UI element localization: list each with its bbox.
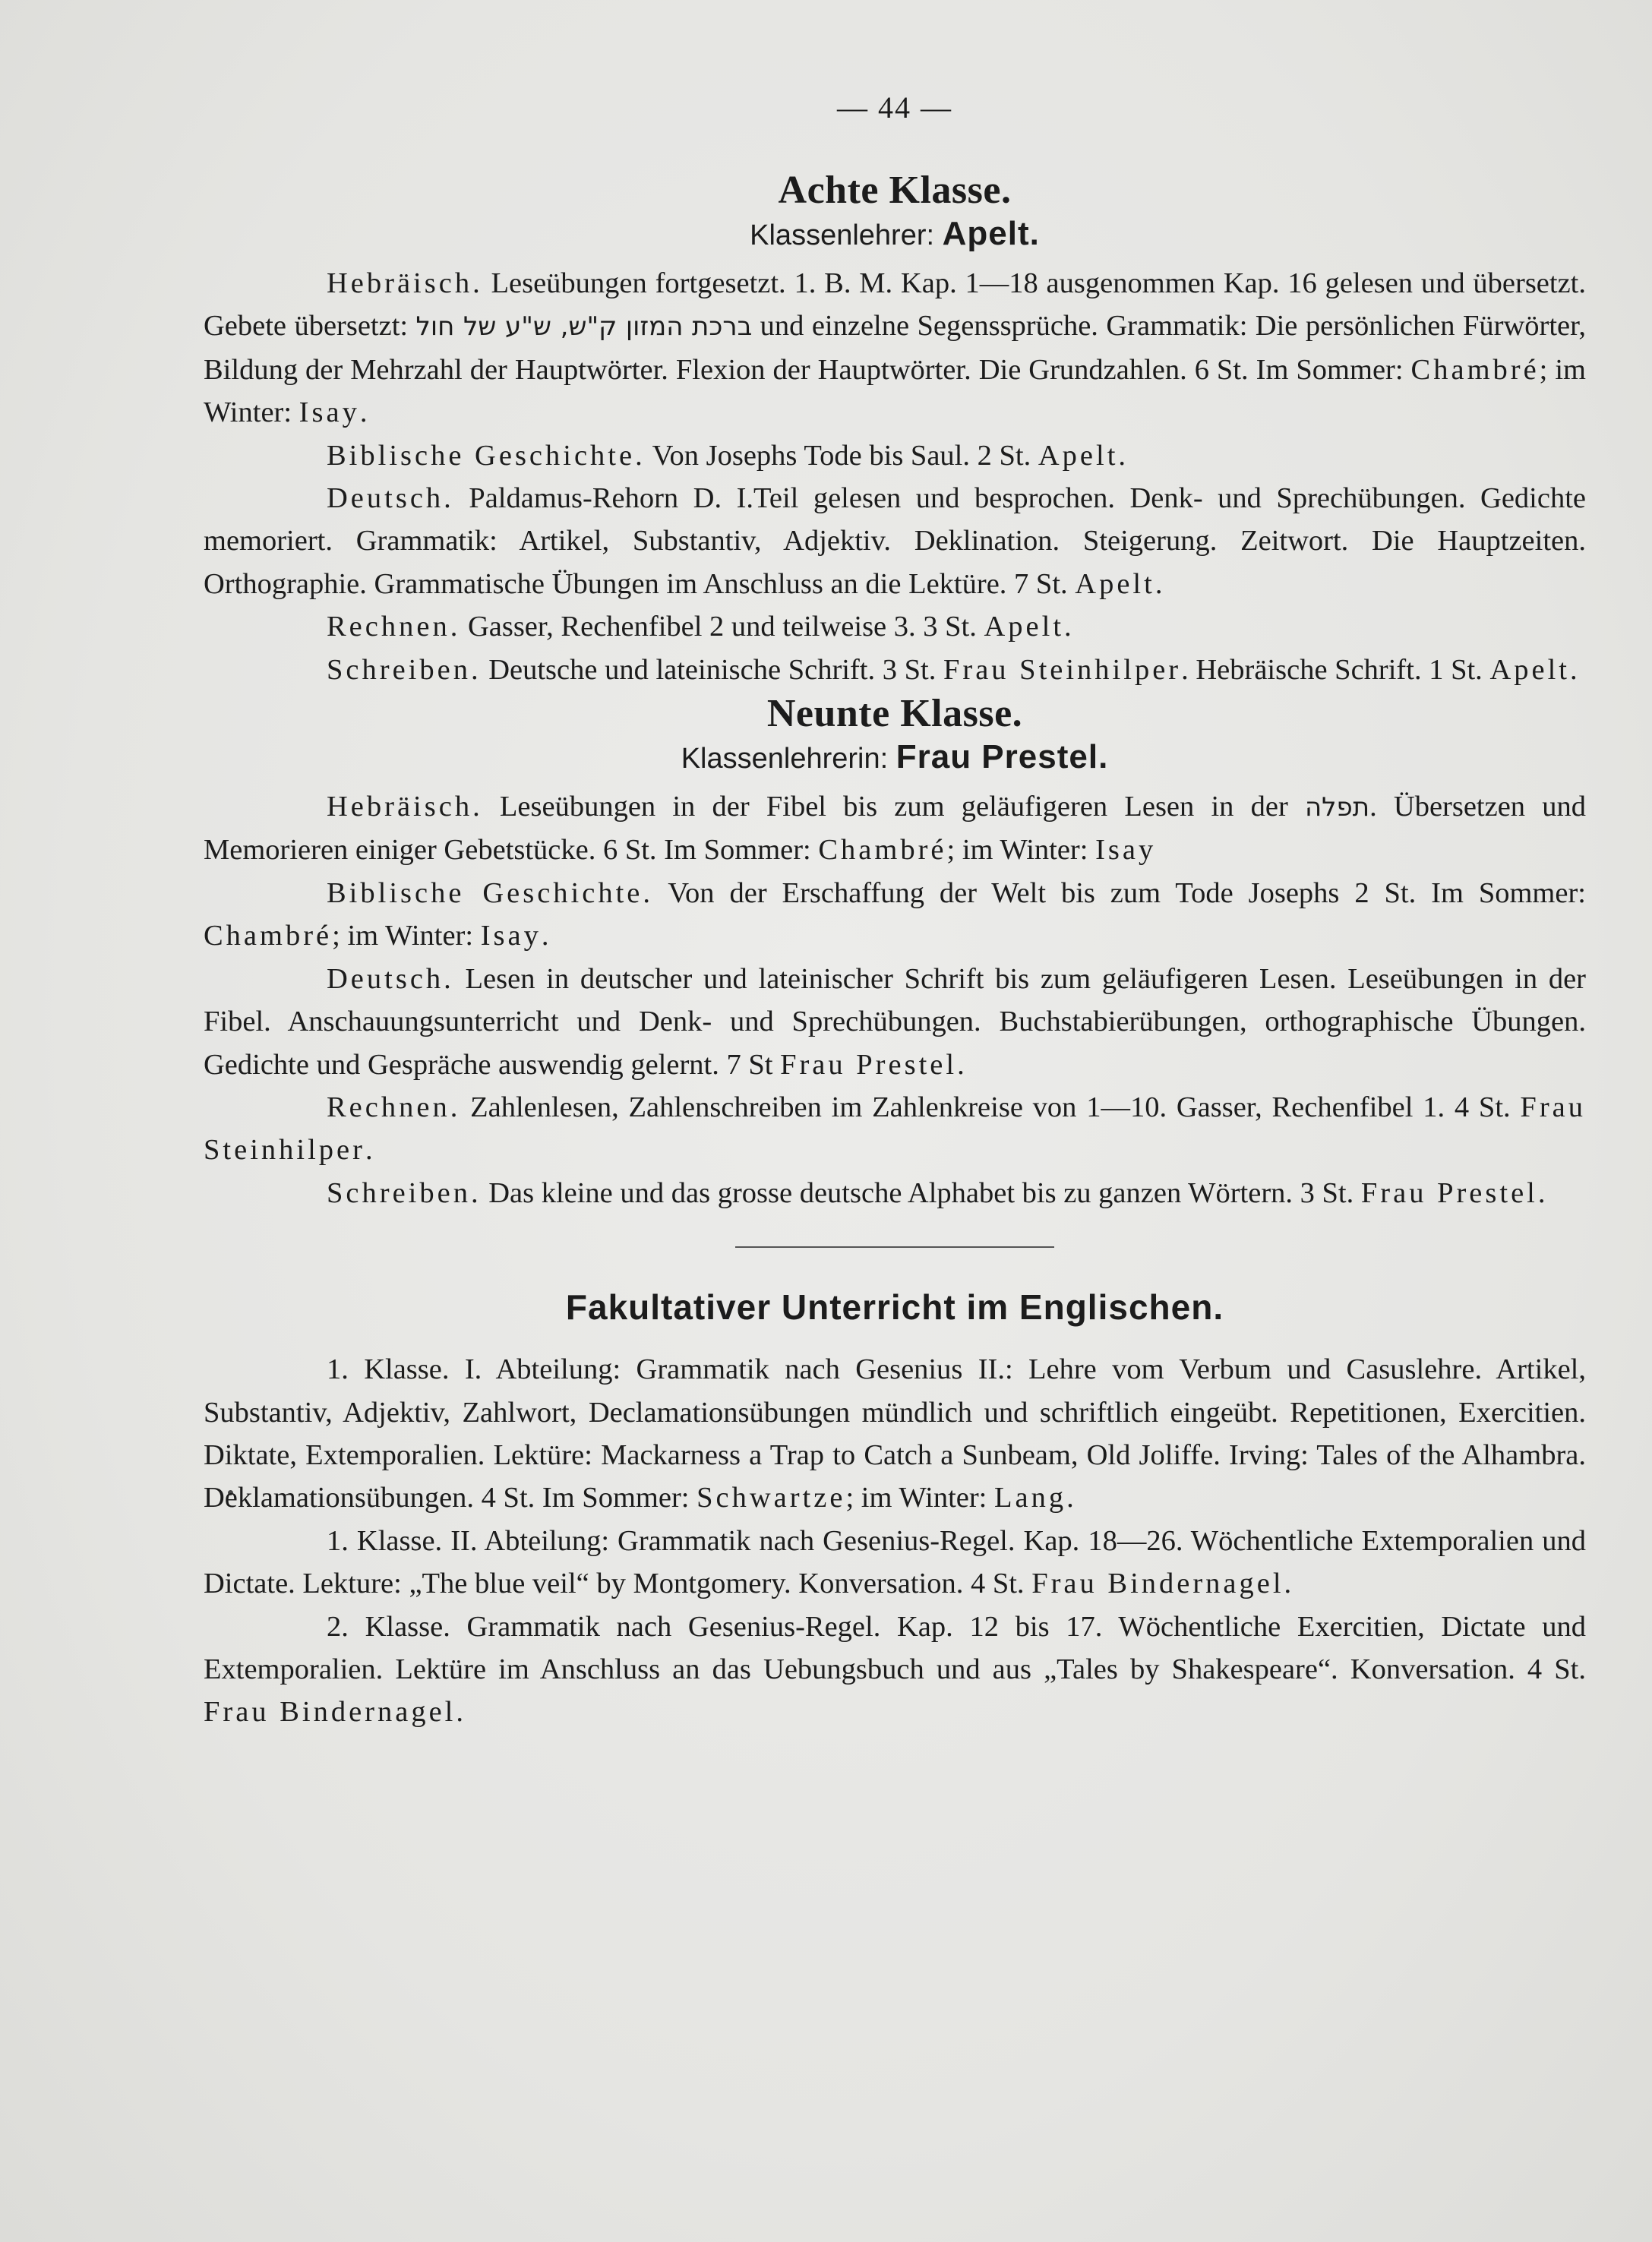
paragraph-biblische-geschichte-8 bbox=[204, 434, 1586, 477]
teacher-name-inline: Chambré bbox=[818, 834, 947, 867]
page-number: — 44 — bbox=[837, 90, 952, 125]
subject-label: Hebräisch. bbox=[327, 791, 483, 823]
subject-label: Biblische Geschichte. bbox=[327, 876, 653, 909]
subject-label: Hebräisch. bbox=[327, 267, 483, 299]
paragraph-text: . bbox=[1284, 1568, 1292, 1600]
paragraph-text: Leseübungen fortgesetzt. 1. B. M. Kap. 1—18 ausgenommen Kap. 16 gelesen und übersetzt. Gebete übersetzt: bbox=[204, 267, 1586, 343]
paragraph-hebraeisch-9 bbox=[204, 785, 1586, 872]
teacher-name-inline: Frau Prestel bbox=[780, 1048, 958, 1081]
page-content bbox=[204, 90, 1586, 1734]
paragraph-text: Paldamus-Rehorn D. I.Teil gelesen und besprochen. Denk- und Sprechübungen. Gedichte memoriert. Grammatik: Artikel, Substantiv, Adjektiv. Deklination. Steigerung. Zeitwort. Die Hauptzeiten. Orthographie. Grammatische Übungen im Anschluss an die Lektüre. 7 St. bbox=[204, 482, 1586, 600]
teacher-name: Frau Prestel. bbox=[895, 738, 1109, 776]
paragraph-englisch-2 bbox=[204, 1520, 1586, 1606]
teacher-name-inline: Frau Prestel bbox=[1360, 1176, 1538, 1209]
paragraph-text: . bbox=[1537, 1176, 1546, 1209]
paragraph-text: 1. Klasse. I. Abteilung: Grammatik nach Gesenius II.: Lehre vom Verbum und Casuslehre. Artikel, Substantiv, Adjektiv, Zahlwort, Declamationsübungen mündlich und schriftlich eingeübt. Repetitionen, Exercitien. Diktate, Extemporalien. Lektüre: Mackarness a Trap to Catch a Sunbeam, Old Joliffe. Irving: Tales of the Alhambra. Deklamationsübungen. 4 St. Im Sommer: bbox=[204, 1353, 1586, 1514]
teacher-name-inline: Chambré bbox=[1410, 353, 1540, 386]
paragraph-rechnen-8 bbox=[204, 605, 1586, 648]
paragraph-text: ; im Winter: bbox=[204, 353, 1586, 429]
teacher-line-neunte-klasse bbox=[204, 737, 1586, 779]
teacher-name-inline: Isay bbox=[1095, 834, 1157, 867]
paragraph-text: Von Josephs Tode bis Saul. 2 St. bbox=[645, 439, 1038, 472]
section-heading-achte-klasse: Achte Klasse. bbox=[778, 169, 1012, 212]
paragraph-rechnen-9 bbox=[204, 1086, 1586, 1172]
hebrew-text: תפלה bbox=[1304, 792, 1370, 823]
teacher-name-inline: Chambré bbox=[204, 920, 333, 952]
teacher-name-inline: Frau Bindernagel bbox=[1031, 1568, 1284, 1600]
teacher-name-inline: Apelt bbox=[984, 611, 1065, 643]
paragraph-text: und einzelne Segenssprüche. Grammatik: Die persönlichen Fürwörter, Bildung der Mehrzahl der Hauptwörter. Flexion der Hauptwörter. Die Grundzahlen. 6 St. Im Sommer: bbox=[204, 310, 1587, 386]
paragraph-text: Das kleine und das grosse deutsche Alphabet bis zu ganzen Wörtern. 3 St. bbox=[481, 1176, 1361, 1209]
paragraph-text: . bbox=[1118, 439, 1126, 472]
paragraph-text: . bbox=[957, 1048, 965, 1081]
section-heading-englisch: Fakultativer Unterricht im Englischen. bbox=[565, 1287, 1224, 1328]
paragraph-text: Gasser, Rechenfibel 2 und teilweise 3. 3 St. bbox=[460, 611, 984, 643]
paragraph-biblische-geschichte-9 bbox=[204, 872, 1586, 958]
paragraph-text: ; im Winter: bbox=[946, 834, 1096, 867]
section-heading-neunte-klasse: Neunte Klasse. bbox=[766, 692, 1023, 736]
teacher-name-inline: Frau Bindernagel bbox=[204, 1696, 456, 1729]
paragraph-text: . bbox=[359, 396, 368, 429]
paragraph-text: . Übersetzen und Memorieren einiger Gebetstücke. 6 St. Im Sommer: bbox=[204, 791, 1586, 867]
teacher-name-inline: Apelt bbox=[1038, 439, 1119, 472]
teacher-name-inline: Isay bbox=[298, 396, 360, 429]
teacher-line-achte-klasse bbox=[204, 213, 1586, 256]
paragraph-text: Von der Erschaffung der Welt bis zum Tode Josephs 2 St. Im Sommer: bbox=[653, 876, 1586, 909]
paragraph-text: Lesen in deutscher und lateinischer Schrift bis zum geläufigeren Lesen. Leseübungen in der Fibel. Anschauungsunterricht und Denk- und Sprechübungen. Buchstabierübungen, orthographische Übungen. Gedichte und Gespräche auswendig gelernt. 7 St bbox=[204, 962, 1586, 1081]
teacher-label: Klassenlehrer: bbox=[750, 219, 935, 251]
paragraph-text: ; im Winter: bbox=[845, 1482, 995, 1514]
teacher-name-inline: Apelt bbox=[1075, 567, 1155, 600]
paragraph-text: . bbox=[456, 1696, 463, 1729]
teacher-name-inline: Frau Steinhilper bbox=[943, 653, 1182, 686]
hebrew-text: ברכת המזון ק"ש, ש"ע של חול bbox=[415, 311, 753, 343]
paragraph-text: 2. Klasse. Grammatik nach Gesenius-Regel. Kap. 12 bis 17. Wöchentliche Exercitien, Dictate und Extemporalien. Lektüre im Anschluss an das Uebungsbuch und aus „Tales by Shakespeare“. Konversation. 4 St. bbox=[204, 1610, 1586, 1685]
paragraph-text: ; im Winter: bbox=[332, 920, 481, 952]
paragraph-text: Leseübungen in der Fibel bis zum geläufigeren Lesen in der bbox=[482, 791, 1305, 823]
paragraph-text: Deutsche und lateinische Schrift. 3 St. bbox=[481, 653, 943, 686]
paragraph-text: . Hebräische Schrift. 1 St. bbox=[1181, 653, 1490, 686]
paragraph-text: . bbox=[365, 1134, 373, 1167]
paragraph-schreiben-8 bbox=[204, 649, 1586, 691]
teacher-name: Apelt. bbox=[942, 215, 1040, 252]
teacher-name-inline: Isay bbox=[480, 920, 542, 952]
paragraph-hebraeisch-8 bbox=[204, 262, 1586, 434]
subject-label: Schreiben. bbox=[327, 653, 482, 686]
teacher-name-inline: Schwartze bbox=[696, 1482, 846, 1514]
teacher-name-inline: Frau Steinhilper bbox=[204, 1091, 1586, 1167]
teacher-name-inline: Apelt bbox=[1489, 653, 1570, 686]
paragraph-englisch-3 bbox=[204, 1606, 1586, 1734]
teacher-label: Klassenlehrerin: bbox=[681, 743, 889, 775]
paragraph-text: . bbox=[1569, 653, 1578, 686]
paragraph-text: 1. Klasse. II. Abteilung: Grammatik nach Gesenius-Regel. Kap. 18—26. Wöchentliche Extemporalien und Dictate. Lekture: „The blue veil“ by Montgomery. Konversation. 4 St. bbox=[204, 1524, 1586, 1600]
paragraph-englisch-1 bbox=[204, 1348, 1586, 1520]
paragraph-text: . bbox=[541, 920, 549, 952]
paragraph-text: . bbox=[1155, 567, 1163, 600]
paragraph-schreiben-9 bbox=[204, 1172, 1586, 1214]
subject-label: Deutsch. bbox=[327, 962, 454, 995]
subject-label: Rechnen. bbox=[327, 611, 461, 643]
subject-label: Rechnen. bbox=[327, 1091, 461, 1123]
subject-label: Deutsch. bbox=[327, 482, 454, 515]
subject-label: Biblische Geschichte. bbox=[327, 439, 646, 472]
paragraph-text: . bbox=[1066, 1482, 1074, 1514]
paragraph-deutsch-9 bbox=[204, 958, 1586, 1086]
paragraph-text: Zahlenlesen, Zahlenschreiben im Zahlenkreise von 1—10. Gasser, Rechenfibel 1. 4 St. bbox=[460, 1091, 1521, 1123]
paragraph-deutsch-8 bbox=[204, 477, 1586, 605]
subject-label: Schreiben. bbox=[327, 1176, 482, 1209]
teacher-name-inline: Lang bbox=[994, 1482, 1067, 1514]
section-divider bbox=[735, 1246, 1054, 1248]
paragraph-text: . bbox=[1064, 611, 1072, 643]
